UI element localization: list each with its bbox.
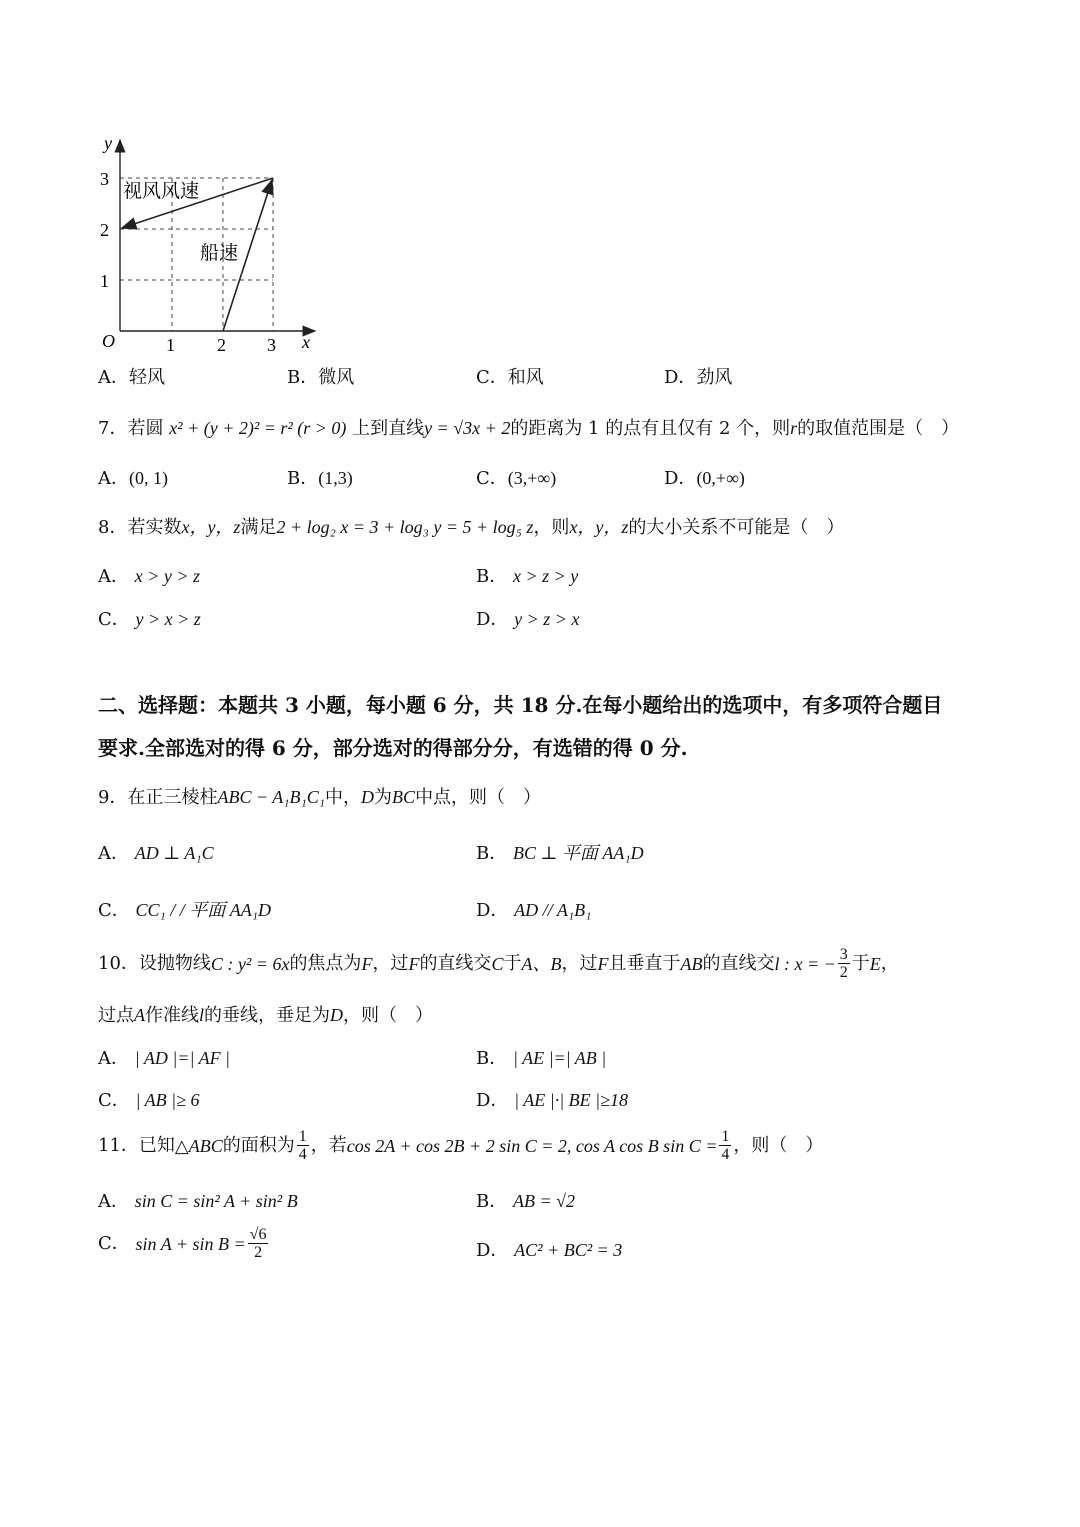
- q10-stem-line2: 过点A作准线l的垂线，垂足为D，则（ ）: [98, 1005, 434, 1026]
- fraction-sqrt6-over-2: $\frac{√6}{2}$: [249, 1226, 267, 1261]
- y-tick-label: 2: [100, 220, 109, 240]
- y-tick-label: 1: [100, 271, 109, 291]
- x-tick-label: 2: [217, 335, 226, 355]
- q7-option-c[interactable]: C．(3,+∞): [476, 468, 557, 489]
- q6-option-a[interactable]: A．轻风: [98, 367, 165, 388]
- origin-label: O: [102, 331, 115, 351]
- q10-option-c[interactable]: C． | AB |≥ 6: [98, 1090, 200, 1111]
- q11-option-a[interactable]: A． sin C = sin² A + sin² B: [98, 1191, 298, 1212]
- q10-option-d[interactable]: D． | AE |·| BE |≥18: [476, 1090, 628, 1111]
- q10-option-b[interactable]: B． | AE |=| AB |: [476, 1048, 607, 1069]
- q10-option-a[interactable]: A． | AD |=| AF |: [98, 1048, 231, 1069]
- q7-option-b[interactable]: B．(1,3): [287, 468, 353, 489]
- q9-option-c[interactable]: C． CC₁ / / 平面 AA₁D: [98, 900, 272, 921]
- section-2-heading-line1: 二、选择题：本题共 3 小题，每小题 6 分，共 18 分.在每小题给出的选项中，有多项符合题目: [98, 693, 943, 717]
- section-2-heading-line2: 要求.全部选对的得 6 分，部分选对的得部分分，有选错的得 0 分.: [98, 736, 688, 760]
- wind-speed-label: 视风风速: [123, 181, 200, 202]
- q7-stem: 7．若圆 x² + (y + 2)² = r² (r > 0) 上到直线y = √3x + 2的距离为 1 的点有且仅有 2 个，则r的取值范围是（ ）: [98, 418, 960, 439]
- fraction-3-over-2: $\frac{3}{2}$: [839, 946, 848, 981]
- q8-option-a[interactable]: A． x > y > z: [98, 566, 201, 587]
- q7-option-a[interactable]: A．(0, 1): [98, 468, 168, 489]
- q11-option-d[interactable]: D． AC² + BC² = 3: [476, 1240, 623, 1261]
- q11-option-b[interactable]: B． AB = √2: [476, 1191, 575, 1212]
- q9-option-b[interactable]: B． BC ⊥ 平面 AA₁D: [476, 843, 644, 864]
- fraction-1-over-4: $\frac{1}{4}$: [298, 1128, 307, 1163]
- q11-option-c[interactable]: C． sin A + sin B = $\frac{√6}{2}$: [98, 1226, 267, 1261]
- q6-option-b[interactable]: B．微风: [287, 367, 355, 388]
- q8-option-c[interactable]: C． y > x > z: [98, 609, 201, 630]
- q9-stem: 9．在正三棱柱ABC − A₁B₁C₁中，D为BC中点，则（ ）: [98, 787, 542, 808]
- q6-option-c[interactable]: C．和风: [476, 367, 544, 388]
- q8-option-b[interactable]: B． x > z > y: [476, 566, 579, 587]
- y-axis-label: y: [104, 133, 112, 153]
- velocity-figure: [90, 125, 330, 360]
- q8-option-d[interactable]: D． y > z > x: [476, 609, 580, 630]
- q9-option-a[interactable]: A． AD ⊥ A₁C: [98, 843, 214, 864]
- fraction-1-over-4: $\frac{1}{4}$: [721, 1128, 730, 1163]
- x-tick-label: 1: [166, 335, 175, 355]
- q10-stem-line1: 10． 设抛物线 C : y² = 6x 的焦点为 F ，过 F 的直线交 C 于 A、B ，过 F 且垂直于 AB 的直线交 l : x = − $\frac{3}{2}$ 于 E ，: [98, 946, 899, 981]
- q11-stem: 11． 已知 △ABC 的面积为 $\frac{1}{4}$ ，若 cos 2A + cos 2B + 2 sin C = 2, cos A cos B sin C = $\frac{1}{4}$ ，则（ ）: [98, 1128, 824, 1163]
- x-axis-label: x: [302, 332, 310, 352]
- ship-speed-label: 船速: [200, 243, 239, 264]
- y-tick-label: 3: [100, 169, 109, 189]
- q7-option-d[interactable]: D．(0,+∞): [664, 468, 745, 489]
- q6-option-d[interactable]: D．劲风: [664, 367, 733, 388]
- q8-stem: 8．若实数x，y，z满足2 + log₂ x = 3 + log₃ y = 5 + log₅ z，则x，y，z的大小关系不可能是（ ）: [98, 517, 845, 538]
- q9-option-d[interactable]: D． AD // A₁B₁: [476, 900, 592, 921]
- x-tick-label: 3: [267, 335, 276, 355]
